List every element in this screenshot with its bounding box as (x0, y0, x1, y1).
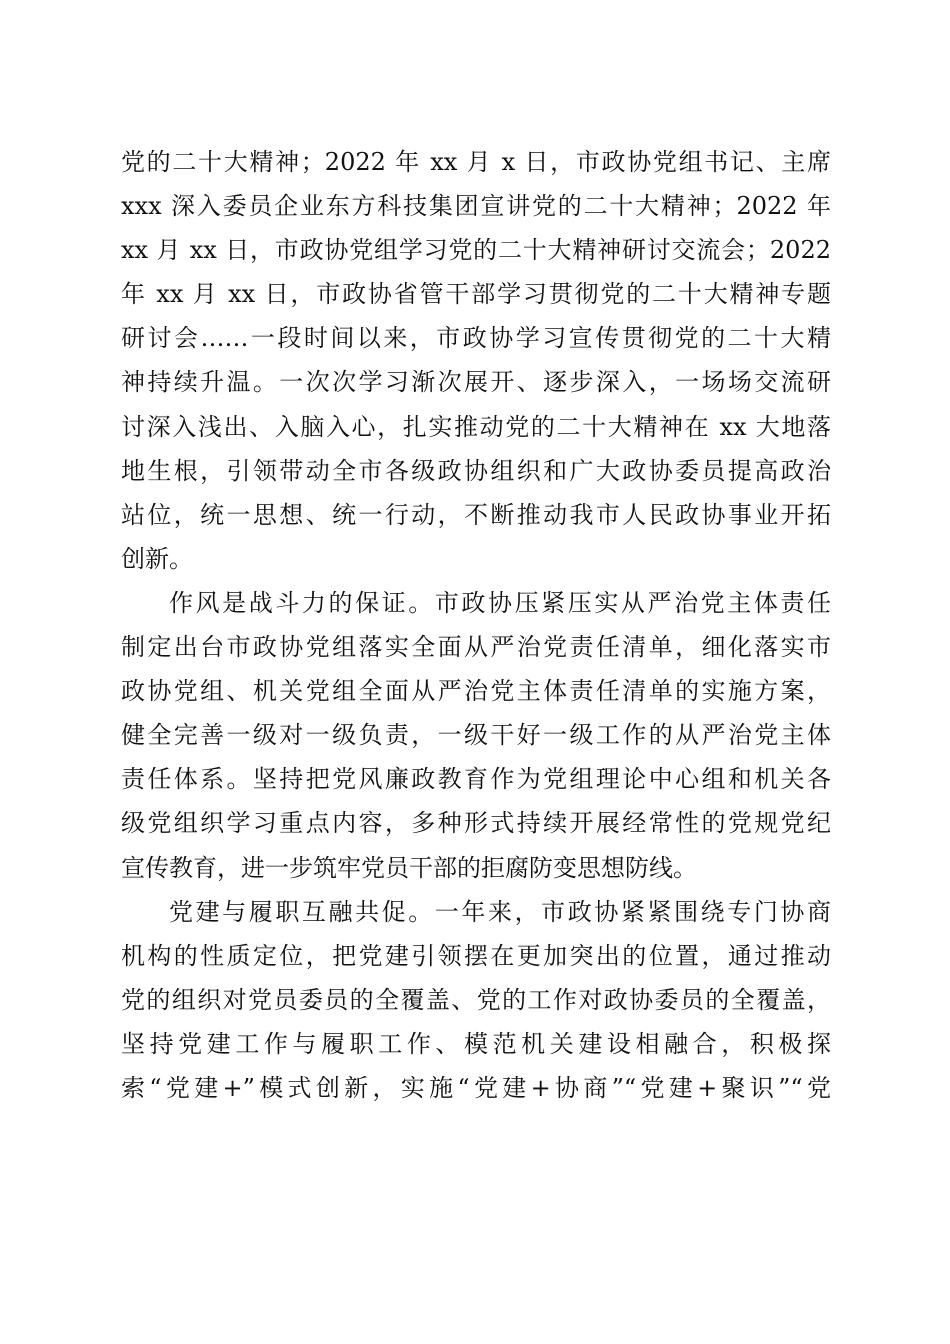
paragraph-1-line-4: 年 xx 月 xx 日，市政协省管干部学习贯彻党的二十大精神专题 (121, 280, 831, 309)
paragraph-3-line-3: 党的组织对党员委员的全覆盖、党的工作对政协委员的全覆盖， (121, 985, 831, 1014)
paragraph-2-line-7: 宣传教育，进一步筑牢党员干部的拒腐防变思想防线。 (121, 853, 697, 882)
paragraph-2-line-1: 作风是战斗力的保证。市政协压紧压实从严治党主体责任 (169, 588, 831, 617)
paragraph-1-line-2: xxx 深入委员企业东方科技集团宣讲党的二十大精神；2022 年 (121, 192, 831, 221)
paragraph-1-line-7: 讨深入浅出、入脑入心，扎实推动党的二十大精神在 xx 大地落 (121, 412, 831, 441)
paragraph-3-line-5: 索“党建+”模式创新，实施“党建+协商”“党建+聚识”“党 (121, 1073, 831, 1102)
paragraph-2-line-3: 政协党组、机关党组全面从严治党主体责任清单的实施方案， (121, 677, 831, 706)
paragraph-3-line-1: 党建与履职互融共促。一年来，市政协紧紧围绕专门协商 (169, 897, 831, 926)
paragraph-2-line-4: 健全完善一级对一级负责，一级干好一级工作的从严治党主体 (121, 721, 831, 750)
paragraph-1-line-5: 研讨会……一段时间以来，市政协学习宣传贯彻党的二十大精 (121, 324, 831, 353)
paragraph-1-line-10: 创新。 (121, 544, 193, 573)
paragraph-1-line-9: 站位，统一思想、统一行动，不断推动我市人民政协事业开拓 (121, 500, 831, 529)
paragraph-1-line-1: 党的二十大精神；2022 年 xx 月 x 日，市政协党组书记、主席 (121, 148, 831, 176)
document-body (121, 140, 831, 1110)
paragraph-2-line-2: 制定出台市政协党组落实全面从严治党责任清单，细化落实市 (121, 633, 831, 662)
paragraph-2-line-5: 责任体系。坚持把党风廉政教育作为党组理论中心组和机关各 (121, 765, 831, 794)
paragraph-3-line-4: 坚持党建工作与履职工作、模范机关建设相融合，积极探 (121, 1029, 831, 1058)
paragraph-2-line-6: 级党组织学习重点内容，多种形式持续开展经常性的党规党纪 (121, 809, 831, 838)
paragraph-1-line-8: 地生根，引领带动全市各级政协组织和广大政协委员提高政治 (121, 456, 831, 485)
paragraph-1-line-3: xx 月 xx 日，市政协党组学习党的二十大精神研讨交流会；2022 (121, 236, 831, 265)
paragraph-3-line-2: 机构的性质定位，把党建引领摆在更加突出的位置，通过推动 (121, 941, 831, 970)
paragraph-1-line-6: 神持续升温。一次次学习渐次展开、逐步深入，一场场交流研 (121, 368, 831, 397)
